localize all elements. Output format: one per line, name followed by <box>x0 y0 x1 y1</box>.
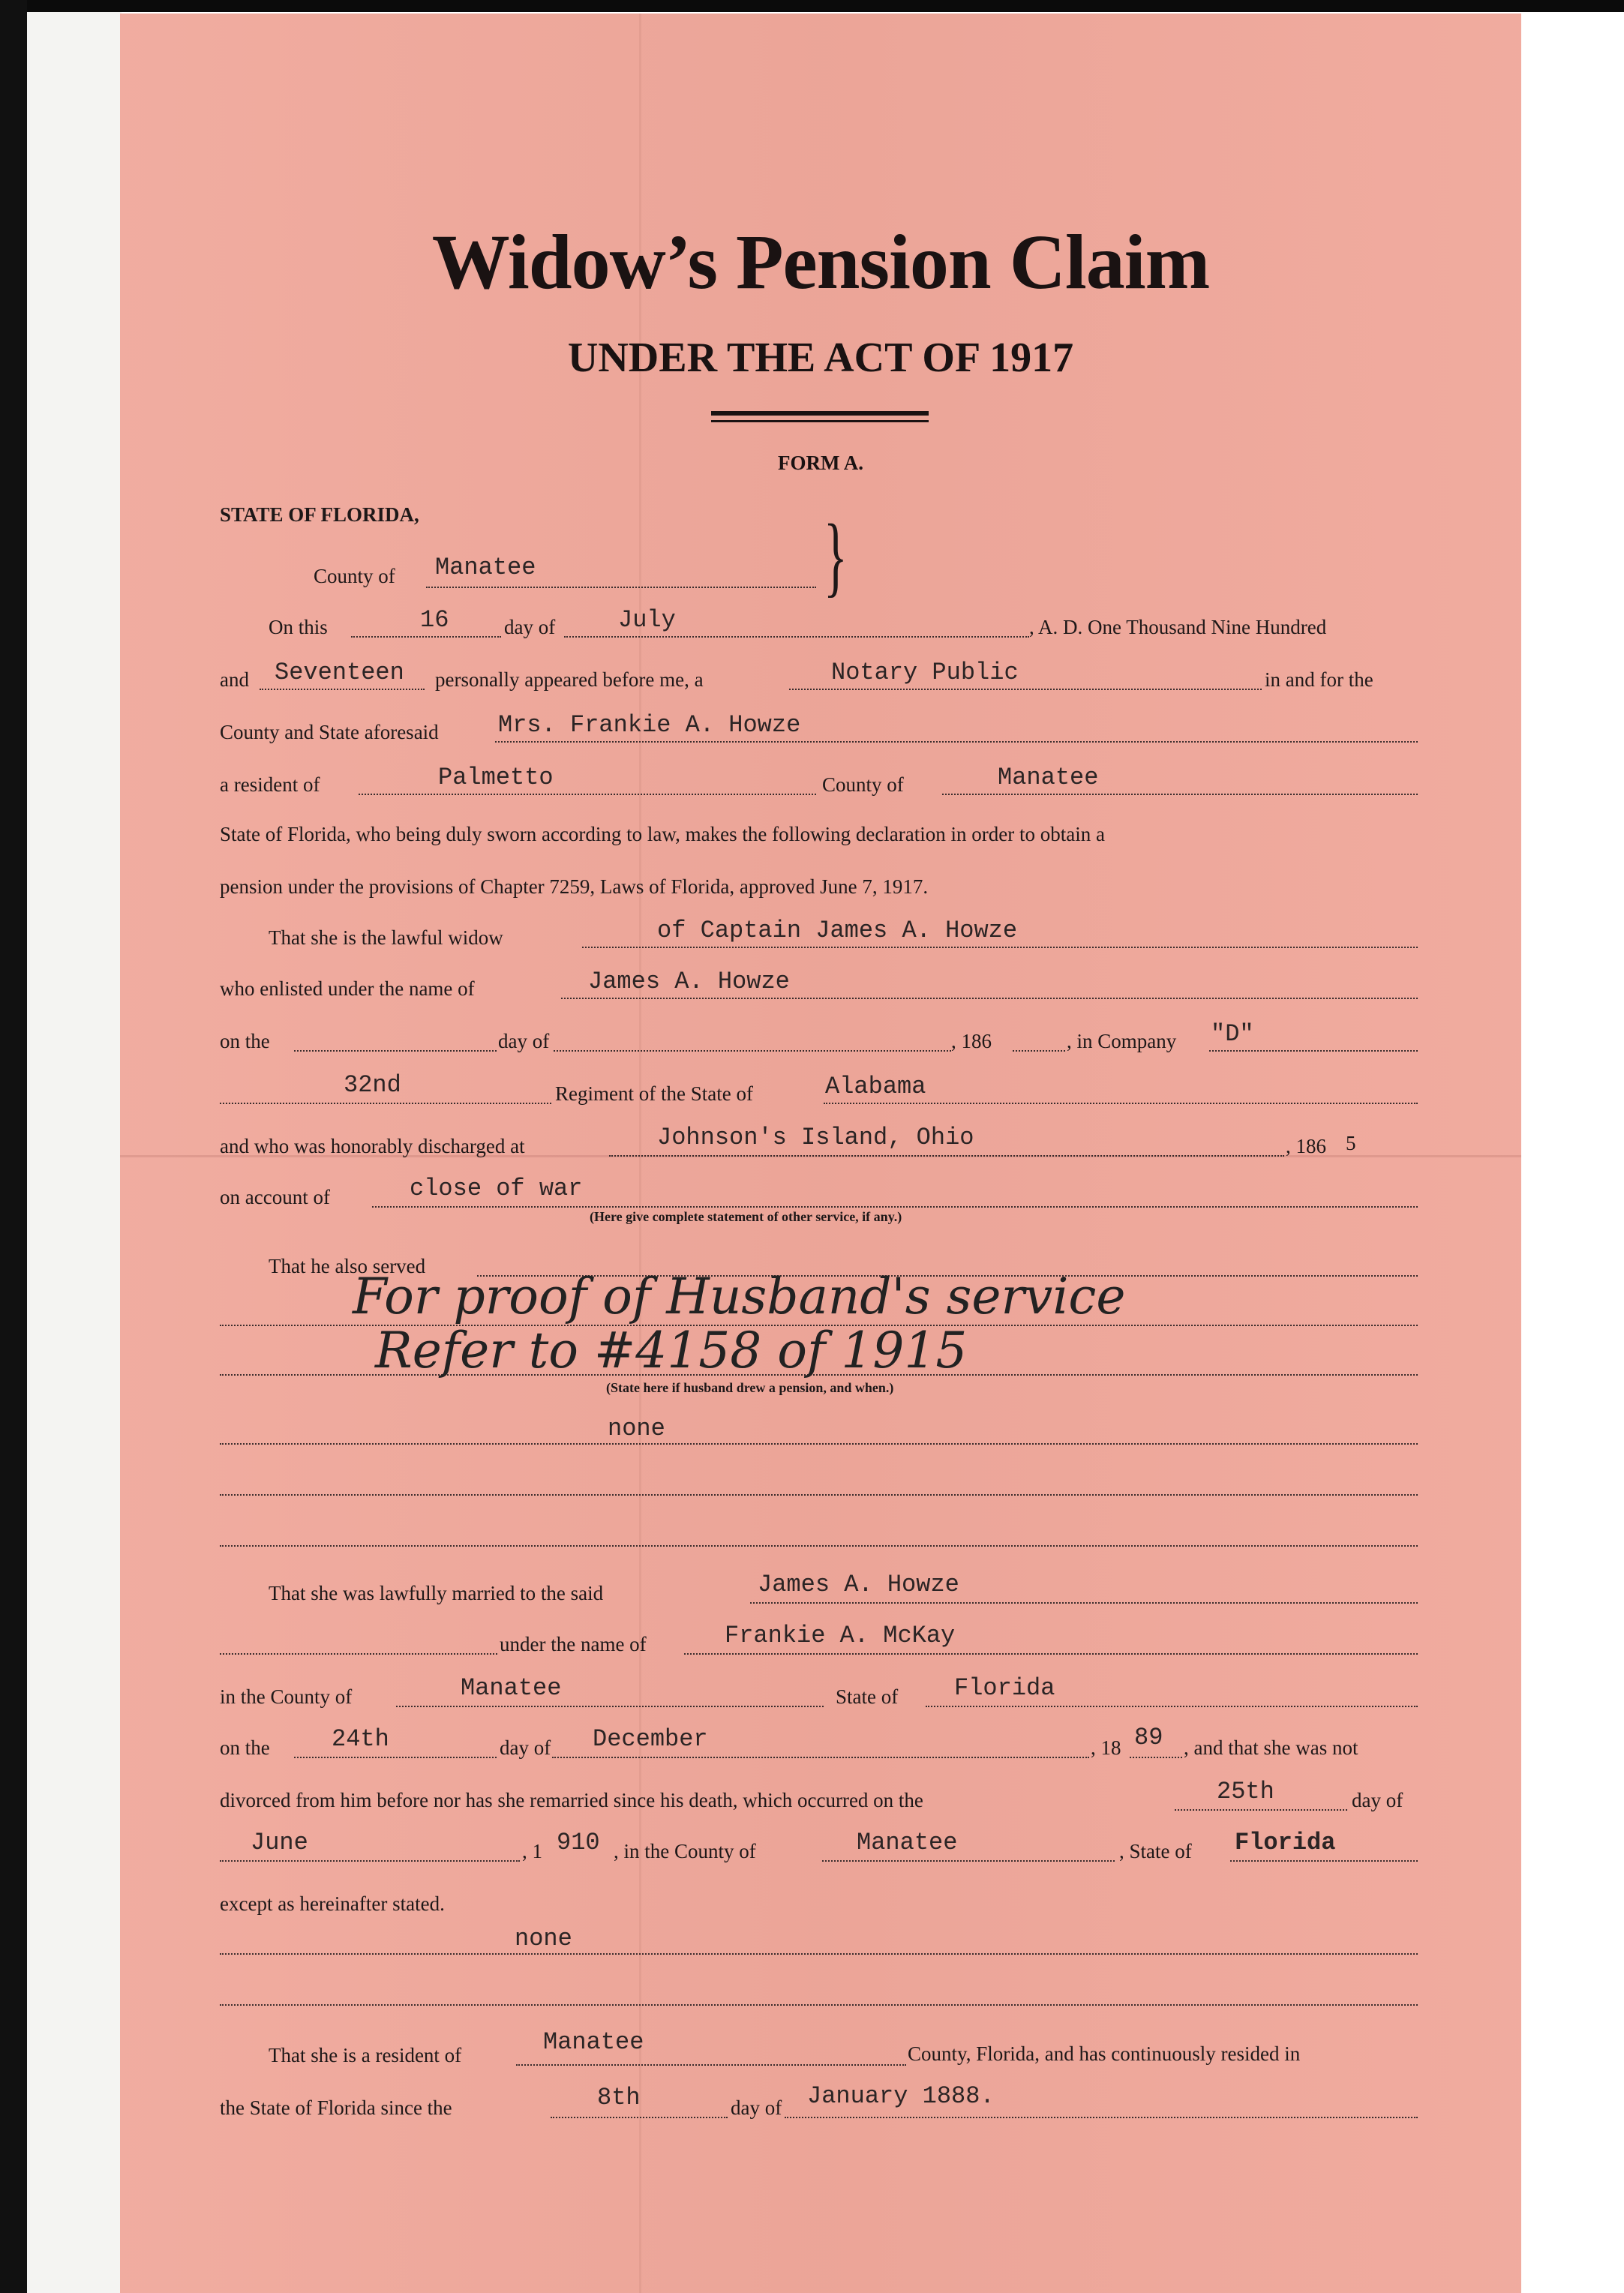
regiment-value: 32nd <box>344 1071 401 1099</box>
marriage-on-the-label: on the <box>220 1736 270 1759</box>
in-and-for-label: in and for the <box>1265 668 1373 691</box>
widow-line <box>582 947 1418 948</box>
title-rule-thick <box>711 411 929 416</box>
enlist-month-line <box>554 1050 951 1052</box>
scan-frame-top <box>0 0 1624 12</box>
service-note: (Here give complete statement of other service, if any.) <box>590 1209 902 1224</box>
on-this-label: On this <box>269 616 328 638</box>
married-label: That she was lawfully married to the said <box>269 1582 604 1604</box>
officer-value: Notary Public <box>831 659 1019 686</box>
and-label: and <box>220 668 249 691</box>
discharge-year-label: , 186 <box>1286 1135 1326 1157</box>
under-name-lead-line <box>220 1653 497 1655</box>
death-state-line <box>1230 1860 1418 1862</box>
enlist-day-line <box>294 1050 497 1052</box>
day-value: 16 <box>420 606 449 634</box>
scan-background-strip <box>27 12 122 2293</box>
residence-value: Manatee <box>543 2028 644 2056</box>
brace-symbol: } <box>824 506 848 605</box>
death-year-prefix: , 1 <box>522 1840 542 1862</box>
except-line-1 <box>220 1953 1418 1955</box>
year-186-label: , 186 <box>951 1030 992 1052</box>
day-of-label-2: day of <box>498 1030 550 1052</box>
under-name-line <box>684 1653 1418 1655</box>
except-line-2 <box>220 2004 1418 2006</box>
state-heading: STATE OF FLORIDA, <box>220 503 419 526</box>
death-county-line <box>822 1860 1115 1862</box>
county-value: Manatee <box>435 554 536 581</box>
on-the-label: on the <box>220 1030 270 1052</box>
marriage-day-value: 24th <box>332 1725 389 1753</box>
claimant-line <box>495 741 1418 743</box>
town-line <box>359 794 816 795</box>
account-value: close of war <box>410 1175 583 1202</box>
death-day-line <box>1175 1809 1347 1811</box>
county-state-label: County and State aforesaid <box>220 721 439 743</box>
resident-of-label: a resident of <box>220 773 320 796</box>
served-label: That he also served <box>269 1255 426 1277</box>
marriage-day-line <box>294 1757 497 1758</box>
company-line <box>1209 1050 1418 1052</box>
pension-note: (State here if husband drew a pension, and when.) <box>606 1380 894 1395</box>
ad-label: , A. D. One Thousand Nine Hundred <box>1029 616 1327 638</box>
marriage-year-prefix: , 18 <box>1091 1736 1121 1759</box>
year-words-value: Seventeen <box>275 659 404 686</box>
county-line <box>426 587 816 588</box>
title-rule-thin <box>711 420 929 422</box>
under-name-value: Frankie A. McKay <box>725 1622 956 1649</box>
pension-line-2 <box>220 1494 1418 1496</box>
day-of-label: day of <box>504 616 556 638</box>
marriage-year-line <box>1130 1757 1182 1758</box>
since-date-line <box>785 2117 1418 2118</box>
claimant-value: Mrs. Frankie A. Howze <box>498 711 801 739</box>
marriage-day-of-label: day of <box>500 1736 551 1759</box>
sworn-text: State of Florida, who being duly sworn according to law, makes the following declaration in order to obtain a <box>220 823 1105 845</box>
pension-line-3 <box>220 1545 1418 1547</box>
county-label: County of <box>314 565 395 587</box>
divorced-text: divorced from him before nor has she remarried since his death, which occurred on the <box>220 1789 923 1811</box>
regiment-line <box>220 1103 551 1104</box>
discharged-value: Johnson's Island, Ohio <box>657 1124 974 1151</box>
enlisted-value: James A. Howze <box>588 968 790 995</box>
handwritten-service-note-2: Refer to #4158 of 1915 <box>375 1322 968 1379</box>
account-line <box>372 1206 1418 1208</box>
since-date-value: January 1888. <box>807 2082 995 2110</box>
death-month-value: June <box>251 1829 308 1856</box>
marriage-county-line <box>396 1706 824 1707</box>
widow-value: of Captain James A. Howze <box>657 917 1018 944</box>
month-line <box>564 636 1029 638</box>
death-day-of-label: day of <box>1352 1789 1403 1811</box>
death-year-value: 910 <box>557 1829 600 1856</box>
since-day-line <box>551 2117 728 2118</box>
residence-label: That she is a resident of <box>269 2044 462 2066</box>
month-value: July <box>618 606 676 634</box>
under-name-label: under the name of <box>500 1633 647 1655</box>
marriage-state-label: State of <box>836 1685 899 1708</box>
since-day-of-label: day of <box>731 2096 782 2119</box>
since-day-value: 8th <box>597 2084 641 2111</box>
marriage-county-value: Manatee <box>461 1674 562 1702</box>
enlisted-line <box>561 998 1418 999</box>
enlisted-label: who enlisted under the name of <box>220 977 475 1000</box>
regiment-state-line <box>824 1103 1418 1104</box>
death-state-value: Florida <box>1235 1829 1336 1856</box>
marriage-state-line <box>926 1706 1418 1707</box>
company-value: "D" <box>1211 1020 1254 1048</box>
enlist-year-line <box>1013 1050 1065 1052</box>
day-line <box>351 636 501 638</box>
account-label: on account of <box>220 1186 330 1208</box>
death-month-line <box>220 1860 520 1862</box>
married-line <box>750 1602 1418 1604</box>
discharge-year-value: 5 <box>1346 1132 1356 1154</box>
marriage-county-label: in the County of <box>220 1685 353 1708</box>
death-county-label: , in the County of <box>614 1840 756 1862</box>
except-label: except as hereinafter stated. <box>220 1892 445 1915</box>
death-state-label: , State of <box>1119 1840 1192 1862</box>
document-subtitle: UNDER THE ACT OF 1917 <box>567 335 1074 381</box>
document-title: Widow’s Pension Claim <box>431 219 1210 305</box>
county-of-label: County of <box>822 773 904 796</box>
marriage-year-value: 89 <box>1134 1724 1163 1751</box>
regiment-label: Regiment of the State of <box>555 1082 753 1105</box>
company-label: , in Company <box>1067 1030 1177 1052</box>
county-line-2 <box>942 794 1418 795</box>
appeared-label: personally appeared before me, a <box>435 668 704 691</box>
form-label: FORM A. <box>778 452 863 474</box>
handwritten-service-note-1: For proof of Husband's service <box>353 1268 1126 1325</box>
widow-label: That she is the lawful widow <box>269 926 503 949</box>
not-divorced-label: , and that she was not <box>1184 1736 1358 1759</box>
residence-line <box>516 2064 906 2066</box>
marriage-state-value: Florida <box>954 1674 1055 1702</box>
continuously-label: County, Florida, and has continuously resided in <box>908 2042 1301 2065</box>
death-day-value: 25th <box>1217 1778 1274 1805</box>
pension-value: none <box>608 1415 665 1442</box>
marriage-month-value: December <box>593 1725 708 1753</box>
discharged-label: and who was honorably discharged at <box>220 1135 525 1157</box>
pension-provisions-text: pension under the provisions of Chapter 7259, Laws of Florida, approved June 7, 1917. <box>220 875 929 898</box>
town-value: Palmetto <box>438 764 554 791</box>
since-label: the State of Florida since the <box>220 2096 452 2119</box>
scan-frame-left <box>0 0 27 2293</box>
death-county-value: Manatee <box>857 1829 958 1856</box>
discharged-line <box>609 1155 1284 1157</box>
officer-line <box>789 689 1262 690</box>
regiment-state-value: Alabama <box>825 1073 926 1100</box>
county-value-2: Manatee <box>998 764 1099 791</box>
married-value: James A. Howze <box>758 1571 959 1598</box>
except-value: none <box>515 1925 572 1952</box>
pension-line-1 <box>220 1443 1418 1445</box>
year-words-line <box>260 689 425 690</box>
marriage-month-line <box>552 1757 1089 1758</box>
